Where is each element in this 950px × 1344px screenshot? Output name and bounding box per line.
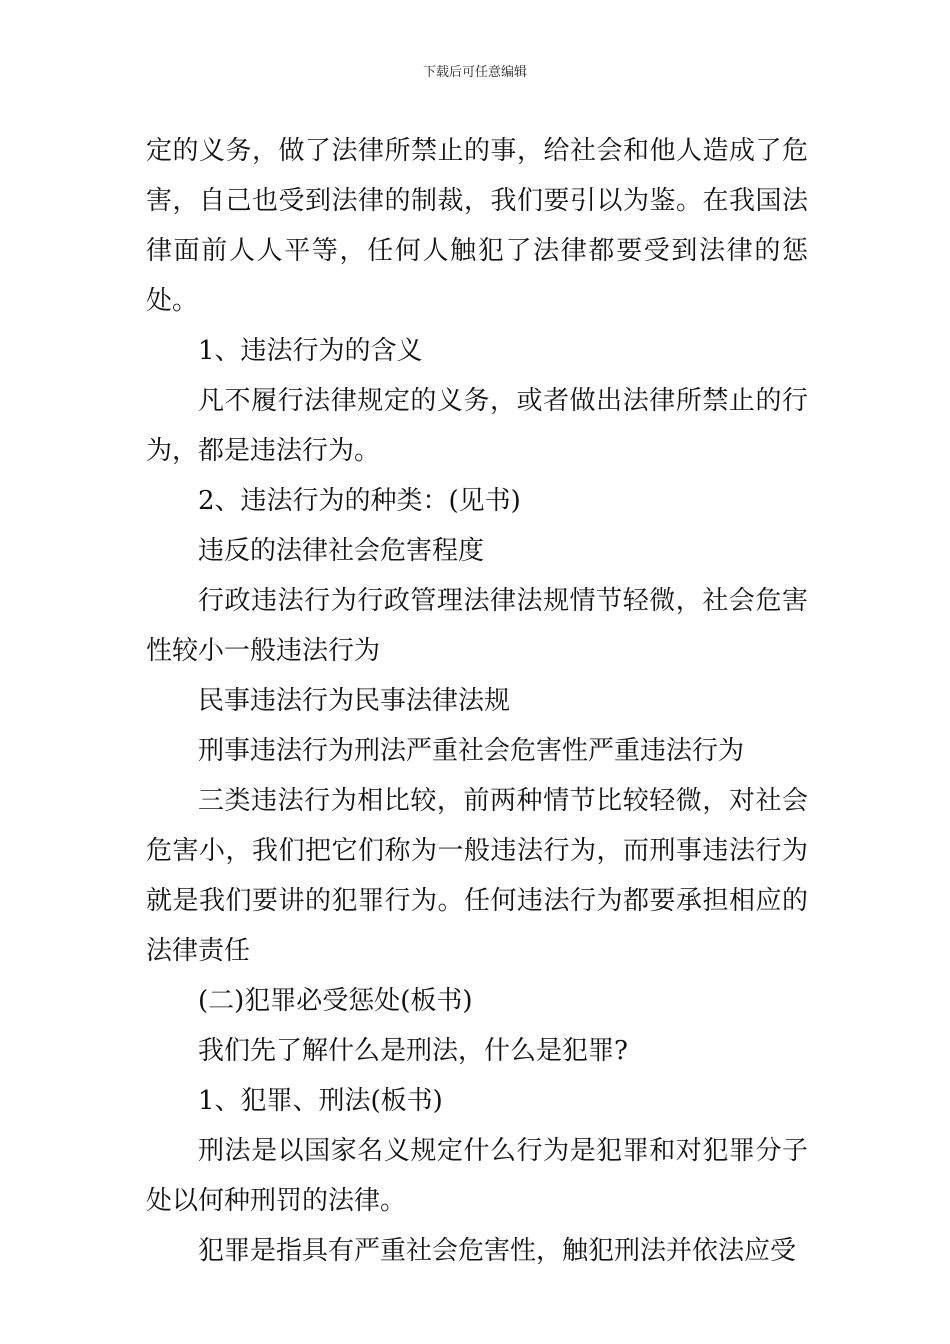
paragraph: 凡不履行法律规定的义务，或者做出法律所禁止的行为，都是违法行为。 xyxy=(146,386,808,466)
paragraph: 三类违法行为相比较，前两种情节比较轻微，对社会危害小，我们把它们称为一般违法行为，而刑事违法行为就是我们要讲的犯罪行为。任何违法行为都要承担相应的法律责任 xyxy=(146,786,808,966)
paragraph-heading-2: 2、违法行为的种类：(见书) xyxy=(198,486,521,516)
paragraph-heading-3: 1、犯罪、刑法(板书) xyxy=(198,1086,443,1116)
paragraph: 犯罪是指具有严重社会危害性，触犯刑法并依法应受 xyxy=(198,1236,797,1266)
paragraph: 违反的法律社会危害程度 xyxy=(198,536,485,566)
paragraph-section-heading: (二)犯罪必受惩处(板书) xyxy=(198,986,473,1016)
paragraph: 我们先了解什么是刑法，什么是犯罪? xyxy=(198,1036,628,1066)
paragraph: 刑事违法行为刑法严重社会危害性严重违法行为 xyxy=(198,736,745,766)
paragraph-heading-1: 1、违法行为的含义 xyxy=(198,336,423,366)
paragraph: 行政违法行为行政管理法律法规情节轻微，社会危害性较小一般违法行为 xyxy=(146,586,808,666)
document-body xyxy=(146,126,808,1276)
header-note: 下载后可任意编辑 xyxy=(422,65,527,80)
paragraph-continuation: 定的义务，做了法律所禁止的事，给社会和他人造成了危害，自己也受到法律的制裁，我们要引以为鉴。在我国法律面前人人平等，任何人触犯了法律都要受到法律的惩处。 xyxy=(146,136,808,316)
paragraph: 民事违法行为民事法律法规 xyxy=(198,686,511,716)
paragraph: 刑法是以国家名义规定什么行为是犯罪和对犯罪分子处以何种刑罚的法律。 xyxy=(146,1136,808,1216)
